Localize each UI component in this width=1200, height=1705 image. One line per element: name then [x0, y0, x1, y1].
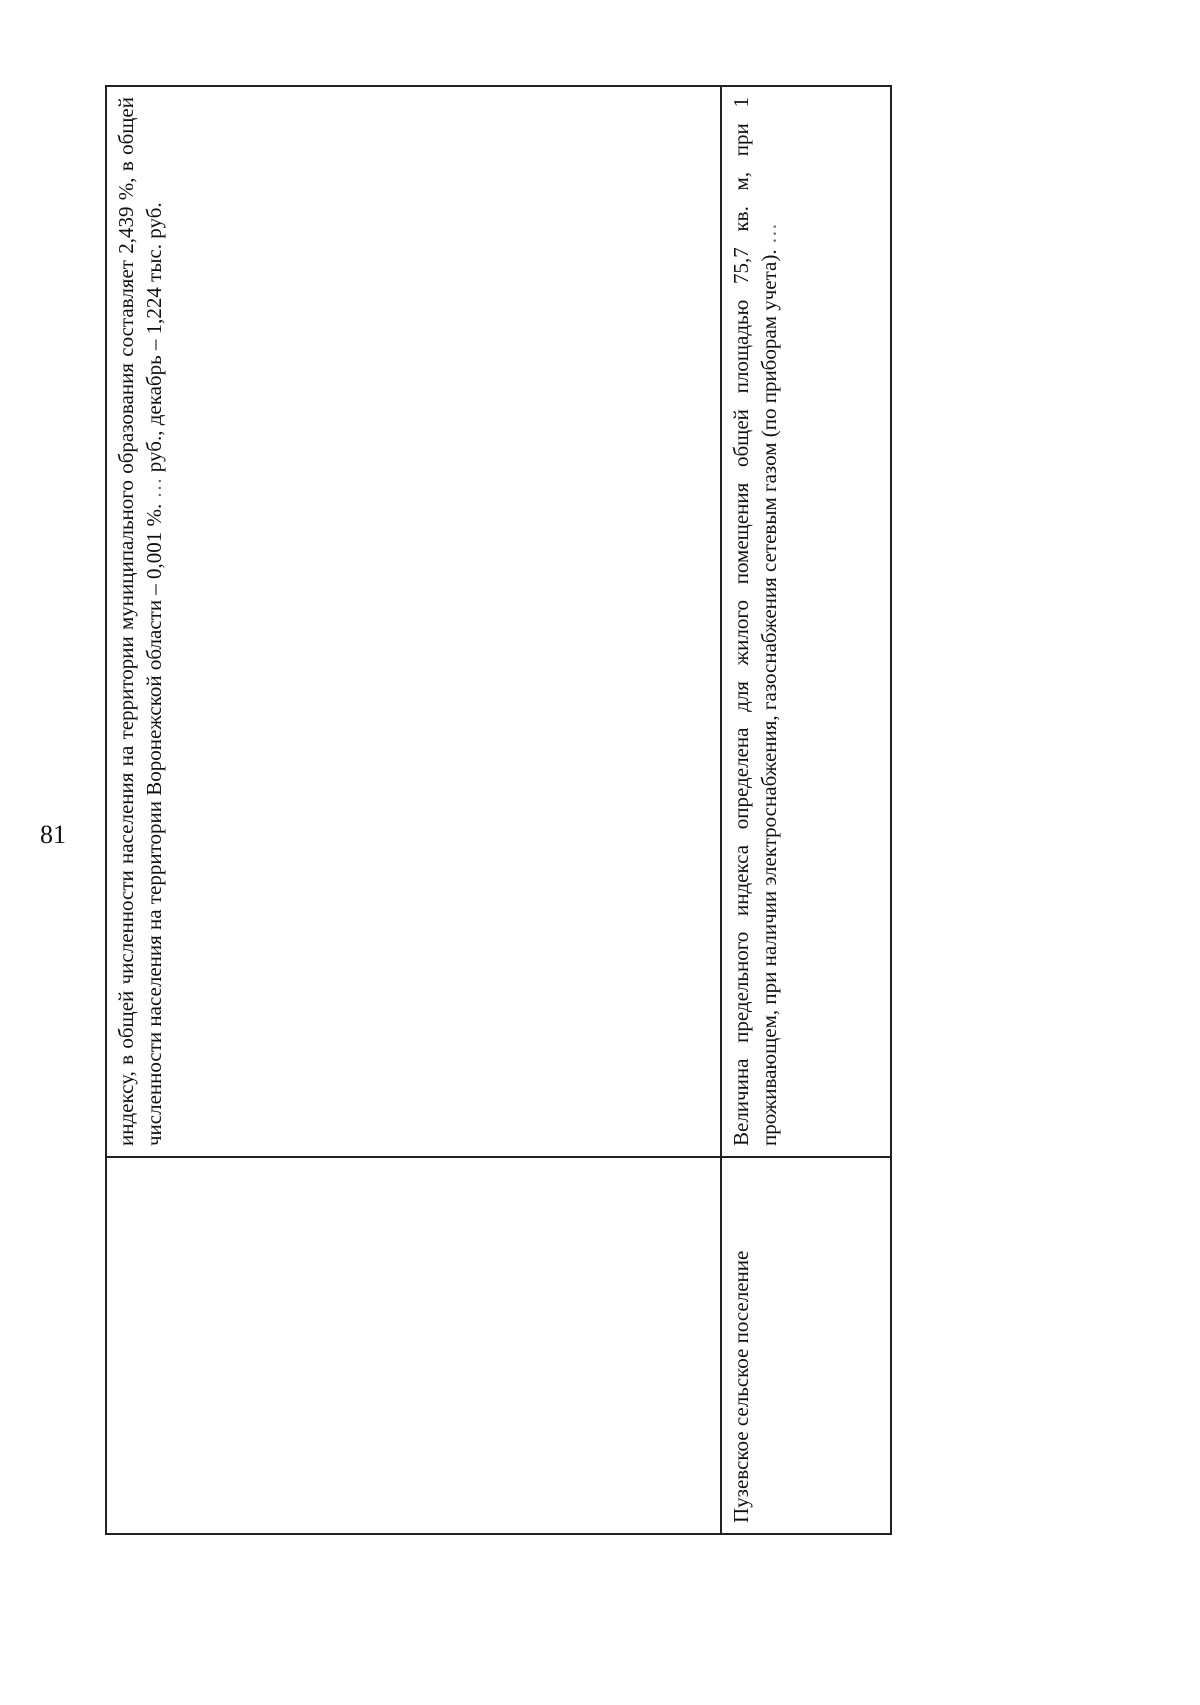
- omitted-text-marker: …: [141, 477, 166, 499]
- rotated-table-area: [105, 85, 890, 1535]
- description-cell: [106, 86, 721, 1157]
- description-text-end: руб., декабрь – 1,224 тыс. руб.: [141, 202, 166, 473]
- municipality-cell: [106, 1157, 721, 1534]
- description-text: Величина предельного индекса определена для жилого помещения общей площадью 75,7 кв. м, при 1 проживающем, при наличии электроснабжения, газоснабжения сетевым газом (по приборам учета).: [729, 97, 781, 1146]
- page-number: 81: [40, 820, 66, 849]
- data-table: [105, 85, 892, 1535]
- table-row: [721, 86, 891, 1534]
- description-text: индексу, в общей численности населения на территории муниципального образования составляет 2,439 %, в общей численности населения на территории Воронежской области – 0,001 %.: [114, 97, 166, 1146]
- omitted-text-marker: …: [756, 223, 781, 245]
- municipality-cell: Пузевское сельское поселение: [721, 1157, 891, 1534]
- table-row: [106, 86, 721, 1534]
- description-cell: [721, 86, 891, 1157]
